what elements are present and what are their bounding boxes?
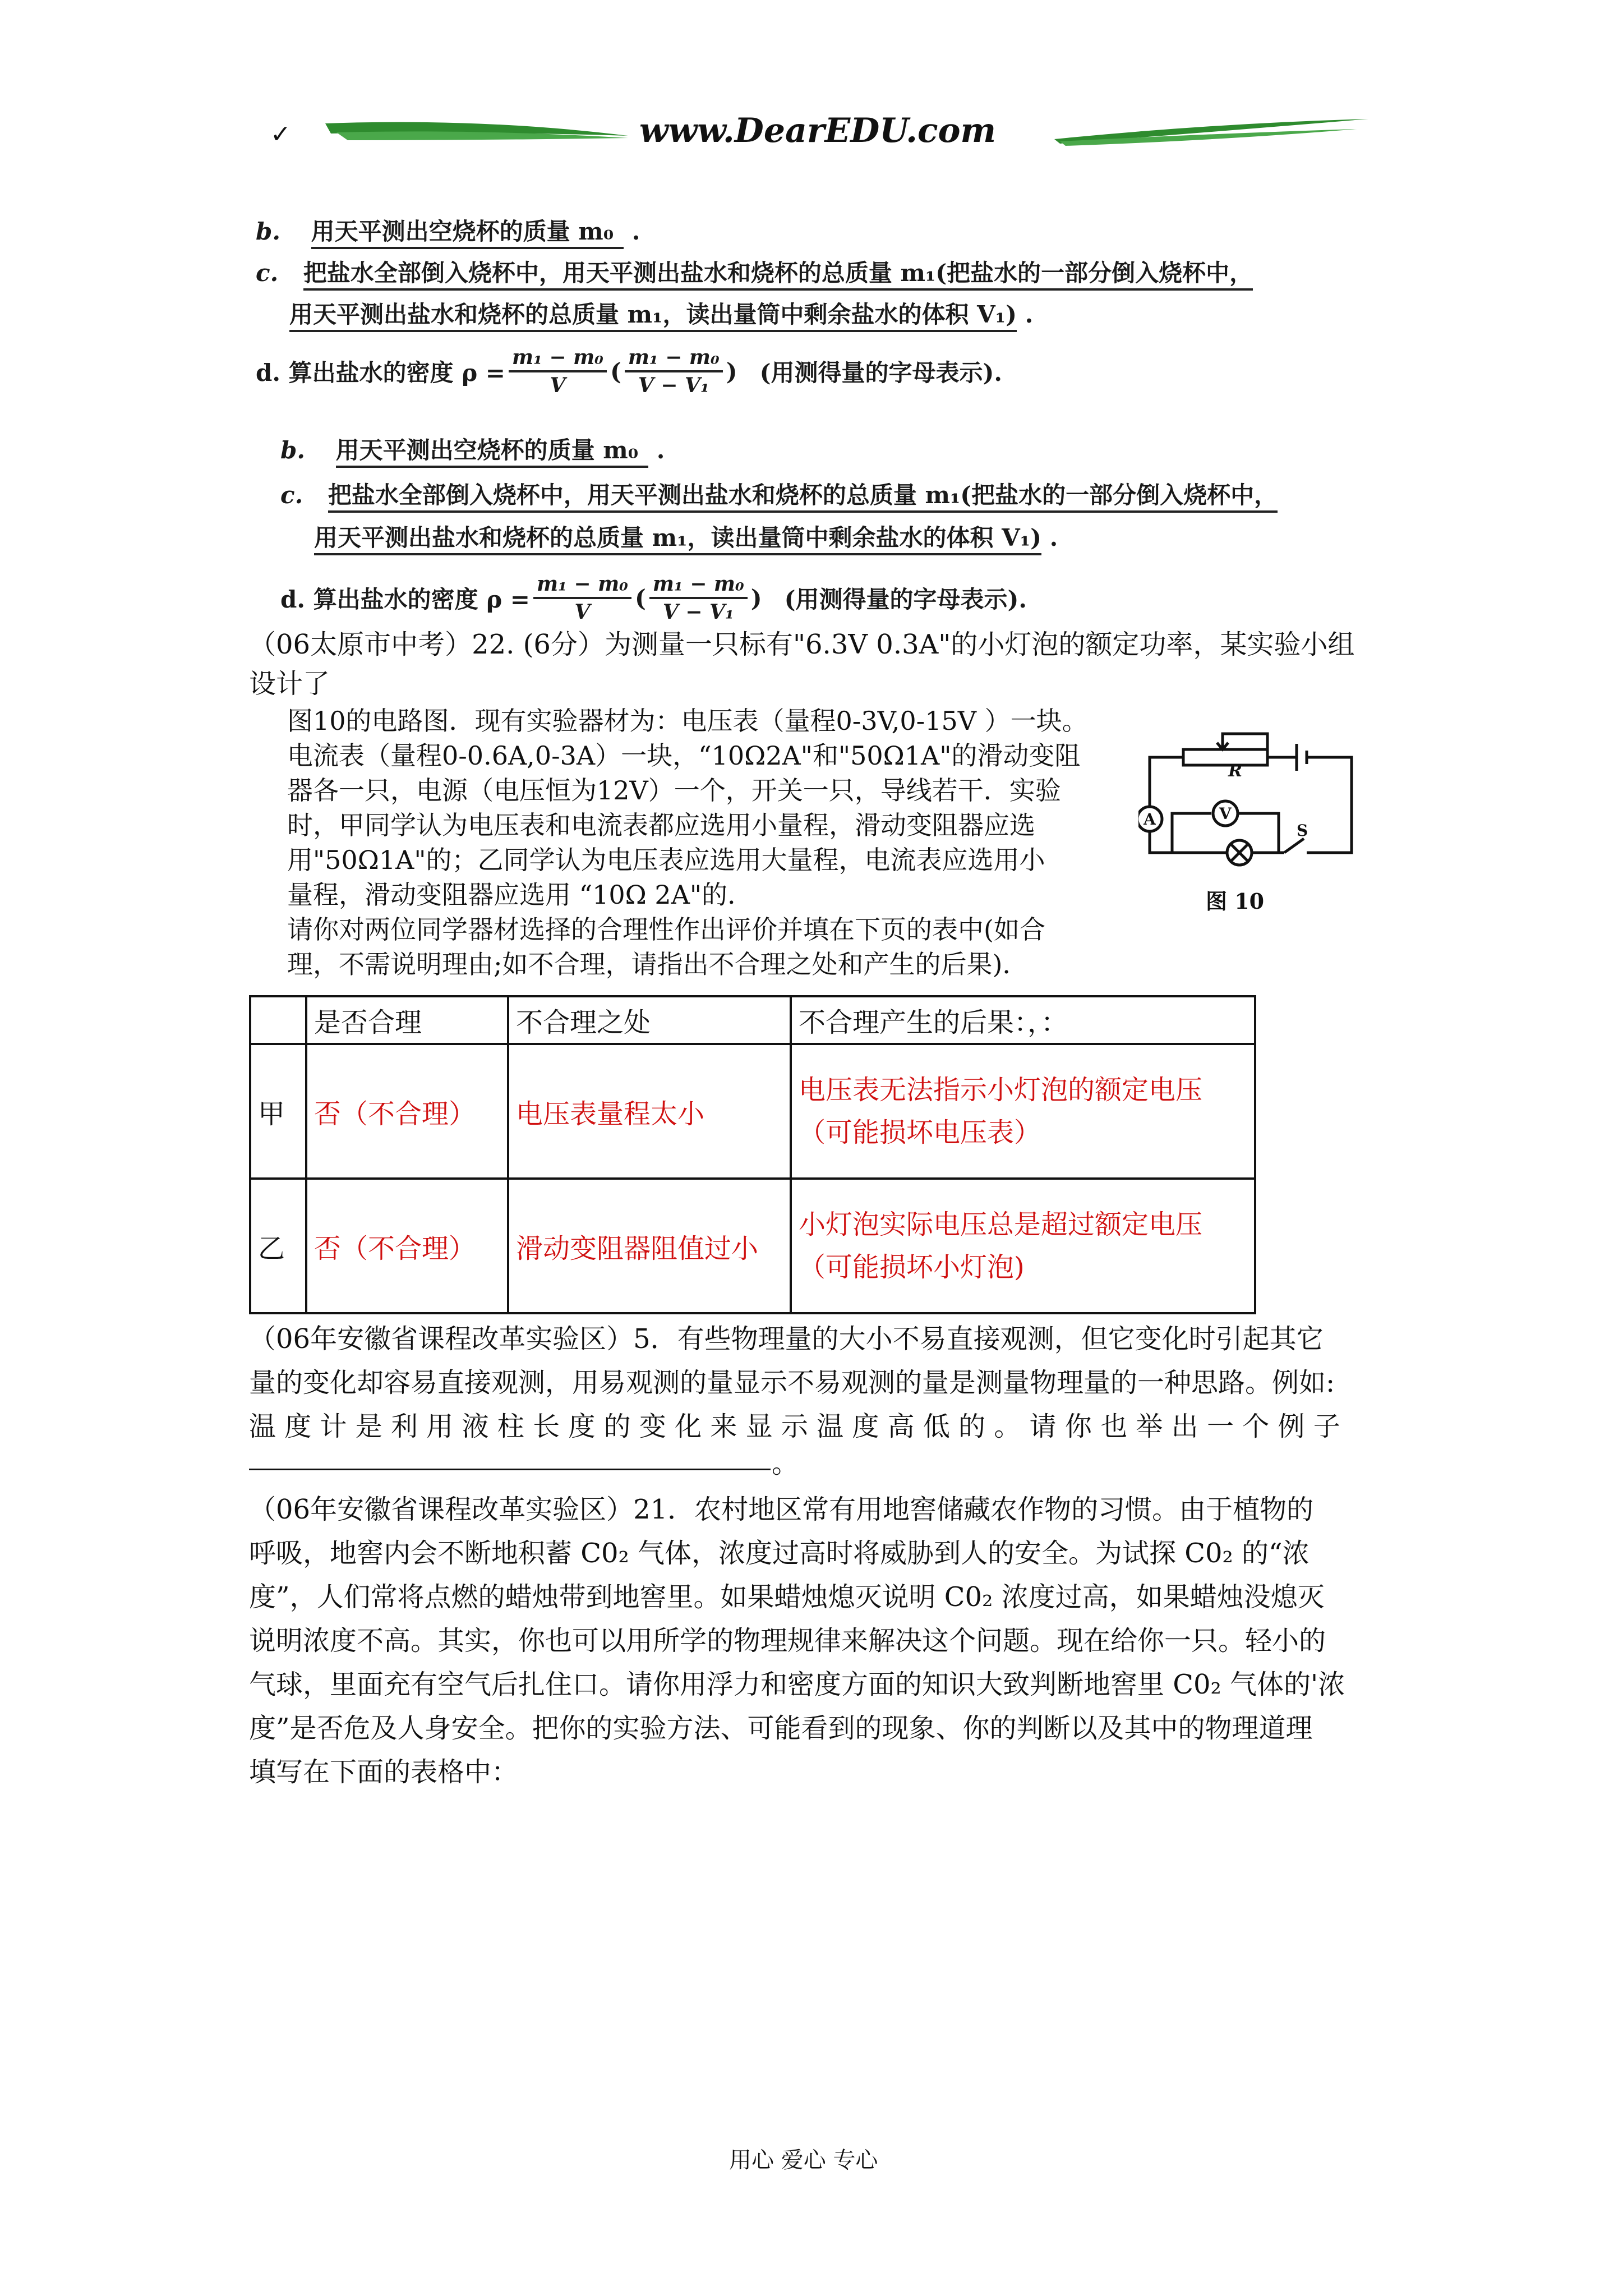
figure-caption: 图 10	[1206, 889, 1265, 914]
q5-line4-end: 。	[772, 1448, 799, 1479]
step-b-end: .	[631, 218, 640, 245]
check-mark: ✓	[270, 120, 291, 149]
paren-close: )	[750, 584, 762, 612]
step-b-answer: 用天平测出空烧杯的质量 m₀	[311, 213, 624, 249]
step-c-end: .	[1049, 524, 1058, 551]
scan-block-2	[280, 432, 1278, 626]
evaluation-table	[249, 995, 1256, 1314]
header-cell: 不合理之处	[508, 996, 791, 1044]
step-c-line2: 用天平测出盐水和烧杯的总质量 m₁，读出量筒中剩余盐水的体积 V₁)	[314, 519, 1041, 555]
q22-para-line: 器各一只，电源（电压恒为12V）一个，开关一只，导线若干．实验	[287, 775, 1061, 806]
paren-open: (	[634, 584, 646, 612]
table-header-row	[250, 996, 1255, 1044]
step-c-end: .	[1025, 301, 1034, 328]
logo-text[interactable]: www.DearEDU.com	[639, 111, 997, 150]
issue-cell: 滑动变阻器阻值过小	[508, 1179, 791, 1313]
q22-heading-line2: 设计了	[249, 668, 330, 700]
reasonable-cell: 否（不合理）	[306, 1044, 508, 1179]
step-c-line2: 用天平测出盐水和烧杯的总质量 m₁，读出量筒中剩余盐水的体积 V₁)	[289, 296, 1017, 332]
q21-line: （06年安徽省课程改革实验区）21．农村地区常有用地窖储藏农作物的习惯。由于植物的	[249, 1494, 1314, 1525]
page-footer: 用心 爱心 专心	[729, 2147, 878, 2173]
q22-heading-line1: （06太原市中考）22. (6分）为测量一只标有"6.3V 0.3A"的小灯泡的额定功率，某实验小组	[249, 629, 1355, 660]
label-S: S	[1297, 821, 1308, 840]
consequence-line: 电压表无法指示小灯泡的额定电压	[799, 1074, 1203, 1106]
density-fraction-1: $\frac{\text{m₁ − m₀}}{V}$	[509, 344, 607, 398]
density-fraction-1: $\frac{\text{m₁ − m₀}}{V}$	[533, 571, 631, 625]
density-fraction-2: $\frac{\text{m₁ − m₀}}{\text{V − V₁}}$	[625, 344, 723, 398]
header-cell: 是否合理	[306, 996, 508, 1044]
q22-para-line: 图10的电路图．现有实验器材为：电压表（量程0-3V,0-15V ）一块。	[287, 706, 1088, 736]
issue-cell: 电压表量程太小	[508, 1044, 791, 1179]
reasonable-cell: 否（不合理）	[306, 1179, 508, 1313]
step-d-prefix: d. 算出盐水的密度 ρ =	[256, 359, 505, 386]
row-label: 甲	[250, 1044, 306, 1179]
q5-line2: 量的变化却容易直接观测，用易观测的量显示不易观测的量是测量物理量的一种思路。例如:	[249, 1367, 1335, 1398]
q22-paragraph	[287, 703, 1088, 982]
step-c-line1: 把盐水全部倒入烧杯中，用天平测出盐水和烧杯的总质量 m₁(把盐水的一部分倒入烧杯中，	[303, 255, 1253, 291]
consequence-line: （可能损坏电压表）	[799, 1117, 1041, 1148]
q21-line: 填写在下面的表格中：	[249, 1756, 519, 1788]
step-c-prefix: c.	[280, 481, 303, 509]
step-c-prefix: c.	[256, 259, 279, 287]
step-d-suffix: (用测得量的字母表示).	[759, 359, 1003, 386]
q21-line: 呼吸，地窖内会不断地积蓄 C0₂ 气体，浓度过高时将威胁到人的安全。为试探 C0₂ 的“浓	[249, 1538, 1310, 1569]
header-cell	[250, 996, 306, 1044]
q21-line: 度”是否危及人身安全。把你的实验方法、可能看到的现象、你的判断以及其中的物理道理	[249, 1713, 1313, 1744]
density-fraction-2: $\frac{\text{m₁ − m₀}}{\text{V − V₁}}$	[649, 571, 748, 625]
q22-para-line: 电流表（量程0-0.6A,0-3A）一块，“10Ω2A"和"50Ω1A"的滑动变阻	[287, 740, 1081, 771]
header-cell: 不合理产生的后果：，：	[791, 996, 1255, 1044]
q21-paragraph	[249, 1488, 1345, 1794]
table-row	[250, 1044, 1255, 1179]
label-R: R	[1228, 761, 1242, 781]
label-A: A	[1144, 810, 1156, 829]
step-d-suffix: (用测得量的字母表示).	[784, 586, 1027, 613]
q22-para-line: 时，甲同学认为电压表和电流表都应选用小量程，滑动变阻器应选	[287, 810, 1035, 840]
q5-line3: 温 度 计 是 利 用 液 柱 长 度 的 变 化 来 显 示 温 度 高 低 的 。 请 你 也 举 出 一 个 例 子	[249, 1411, 1340, 1442]
q21-line: 度”，人们常将点燃的蜡烛带到地窖里。如果蜡烛熄灭说明 C0₂ 浓度过高，如果蜡烛没熄灭	[249, 1581, 1325, 1613]
table-row	[250, 1179, 1255, 1313]
step-b-end: .	[656, 436, 665, 464]
step-b-answer: 用天平测出空烧杯的质量 m₀	[336, 432, 648, 468]
q22-para-line: 用"50Ω1A"的；乙同学认为电压表应选用大量程，电流表应选用小	[287, 845, 1045, 875]
scan-block-1	[256, 213, 1253, 399]
circuit-diagram-figure-10	[1138, 729, 1363, 920]
q22-para-line: 请你对两位同学器材选择的合理性作出评价并填在下页的表中(如合	[287, 914, 1045, 945]
consequence-line: 小灯泡实际电压总是超过额定电压	[799, 1209, 1203, 1240]
step-b-prefix: b.	[256, 218, 280, 245]
consequence-cell	[791, 1179, 1255, 1313]
switch-icon	[1284, 839, 1304, 853]
paren-open: (	[610, 357, 621, 385]
q22-para-line: 理，不需说明理由;如不合理，请指出不合理之处和产生的后果)．	[287, 949, 1029, 979]
q21-line: 气球，里面充有空气后扎住口。请你用浮力和密度方面的知识大致判断地窖里 C0₂ 气体的'浓	[249, 1669, 1345, 1700]
label-V: V	[1219, 804, 1232, 823]
step-b-prefix: b.	[280, 436, 305, 464]
q21-line: 说明浓度不高。其实，你也可以用所学的物理规律来解决这个问题。现在给你一只。轻小的	[249, 1625, 1326, 1657]
row-label: 乙	[250, 1179, 306, 1313]
q5-line1: （06年安徽省课程改革实验区）5．有些物理量的大小不易直接观测，但它变化时引起其它	[249, 1323, 1324, 1355]
q22-para-line: 量程，滑动变阻器应选用 “10Ω 2A"的．	[287, 880, 754, 910]
step-d-prefix: d. 算出盐水的密度 ρ =	[280, 586, 530, 613]
step-c-line1: 把盐水全部倒入烧杯中，用天平测出盐水和烧杯的总质量 m₁(把盐水的一部分倒入烧杯中，	[328, 477, 1278, 513]
consequence-line: （可能损坏小灯泡)	[799, 1251, 1025, 1283]
q5-answer-blank[interactable]	[249, 1469, 771, 1470]
consequence-cell	[791, 1044, 1255, 1179]
rheostat-icon	[1183, 749, 1267, 765]
paren-close: )	[726, 357, 737, 385]
